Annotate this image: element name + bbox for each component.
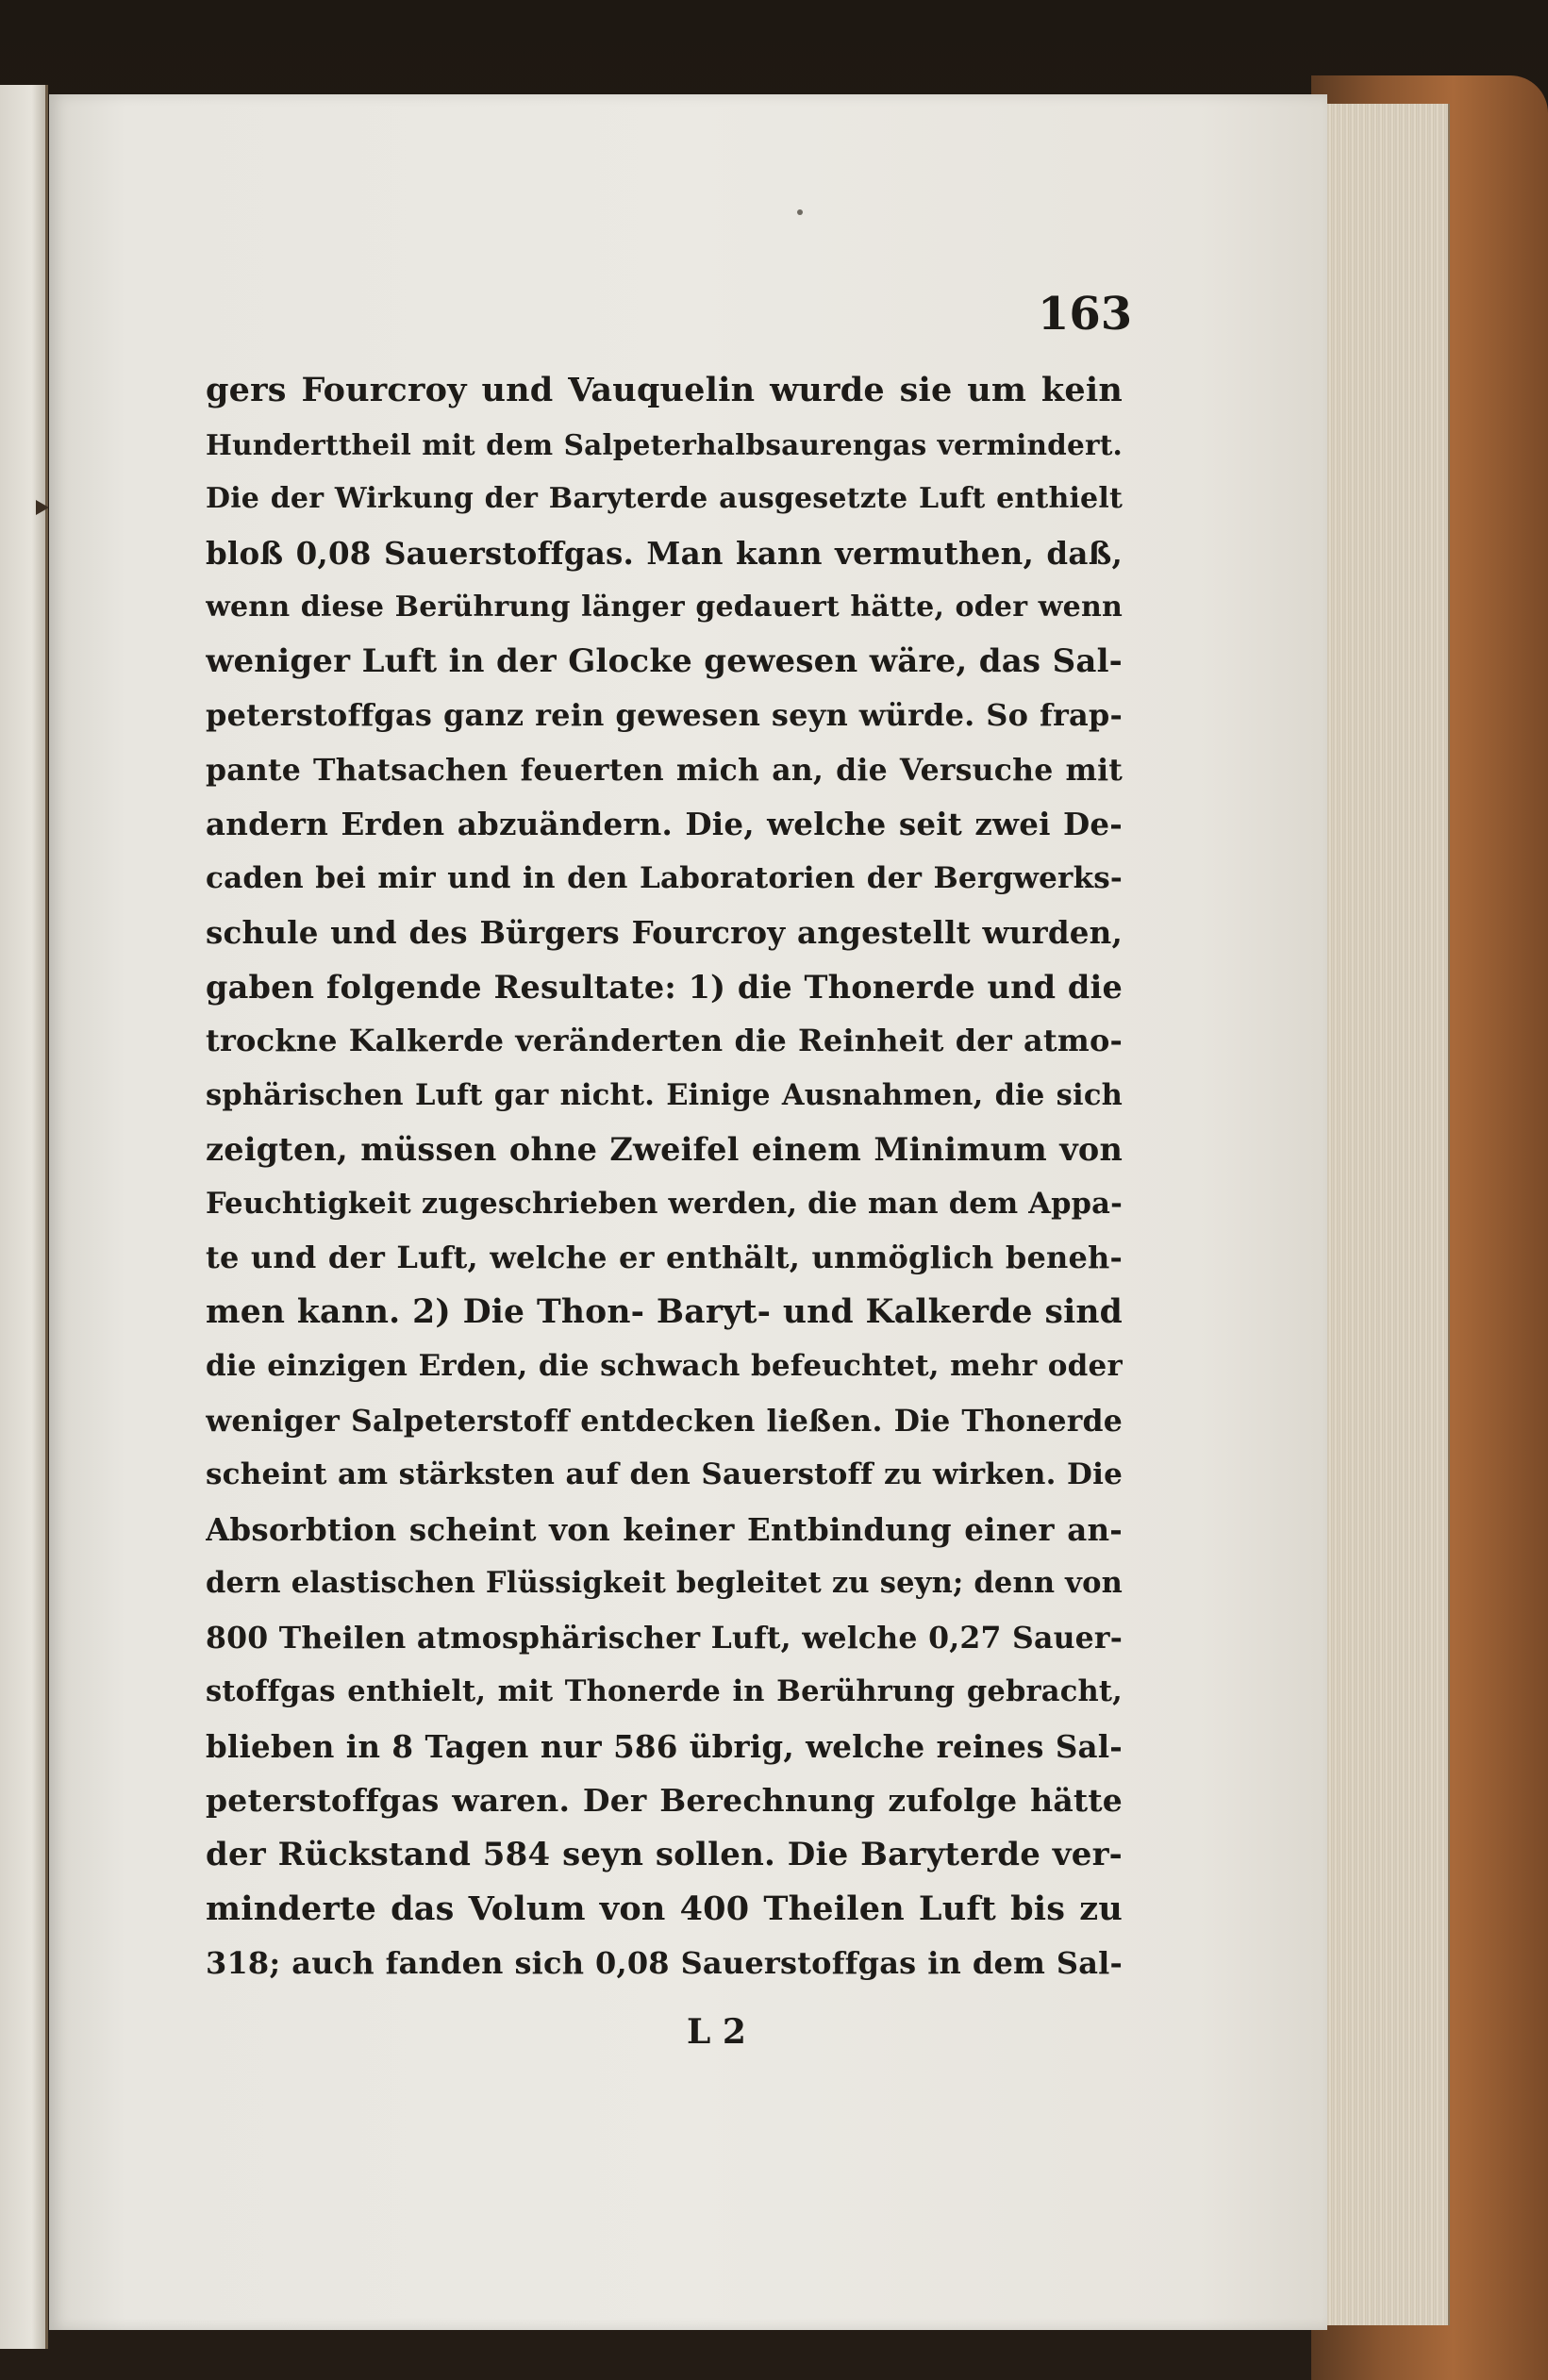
text-line: 800 Theilen atmosphärischer Luft, welche 0,27 Sauer- <box>206 1620 1123 1656</box>
margin-mark <box>36 500 49 515</box>
signature-mark: L 2 <box>687 2012 746 2052</box>
text-line: Feuchtigkeit zugeschrieben werden, die man dem Appa- <box>206 1186 1123 1221</box>
paper-speck <box>797 209 803 215</box>
text-line: blieben in 8 Tagen nur 586 übrig, welche reines Sal- <box>206 1727 1123 1765</box>
text-line: scheint am stärksten auf den Sauerstoff zu wirken. Die <box>206 1457 1123 1491</box>
text-line: Absorbtion scheint von keiner Entbindung einer an- <box>206 1510 1123 1548</box>
text-line: pante Thatsachen feuerten mich an, die Versuche mit <box>206 752 1123 788</box>
text-line: wenn diese Berührung länger gedauert hätte, oder wenn <box>206 591 1123 624</box>
text-line: peterstoffgas waren. Der Berechnung zufolge hätte <box>206 1782 1123 1819</box>
text-line: Hunderttheil mit dem Salpeterhalbsaurengas vermindert. <box>206 427 1123 461</box>
text-line: dern elastischen Flüssigkeit begleitet zu seyn; denn von <box>206 1566 1123 1600</box>
text-line: weniger Salpeterstoff entdecken ließen. Die Thonerde <box>206 1403 1123 1439</box>
text-line: men kann. 2) Die Thon- Baryt- und Kalkerde sind <box>206 1292 1123 1331</box>
text-line: schule und des Bürgers Fourcroy angestellt wurden, <box>206 914 1123 951</box>
text-line: sphärischen Luft gar nicht. Einige Ausnahmen, die sich <box>206 1077 1123 1112</box>
text-line: minderte das Volum von 400 Theilen Luft bis zu <box>206 1889 1123 1928</box>
text-line: zeigten, müssen ohne Zweifel einem Minimum von <box>206 1131 1123 1168</box>
text-line: gers Fourcroy und Vauquelin wurde sie um kein <box>206 371 1123 409</box>
text-line: peterstoffgas ganz rein gewesen seyn würde. So frap- <box>206 697 1123 733</box>
left-page-edge <box>0 85 48 2349</box>
text-line: andern Erden abzuändern. Die, welche seit zwei De- <box>206 806 1123 842</box>
text-line: gaben folgende Resultate: 1) die Thonerde und die <box>206 968 1123 1006</box>
text-line: 318; auch fanden sich 0,08 Sauerstoffgas in dem Sal- <box>206 1944 1123 1981</box>
text-line: der Rückstand 584 seyn sollen. Die Baryterde ver- <box>206 1835 1123 1873</box>
text-line: weniger Luft in der Glocke gewesen wäre, das Sal- <box>206 641 1123 680</box>
text-line: bloß 0,08 Sauerstoffgas. Man kann vermuthen, daß, <box>206 534 1123 572</box>
body-text <box>206 363 1123 1990</box>
text-line: caden bei mir und in den Laboratorien der Bergwerks- <box>206 860 1123 895</box>
page-number: 163 <box>1038 288 1133 341</box>
page-edges <box>1321 104 1450 2325</box>
text-line: Die der Wirkung der Baryterde ausgesetzte Luft enthielt <box>206 482 1123 515</box>
text-line: die einzigen Erden, die schwach befeuchtet, mehr oder <box>206 1349 1123 1383</box>
text-line: stoffgas enthielt, mit Thonerde in Berührung gebracht, <box>206 1674 1123 1708</box>
text-line: te und der Luft, welche er enthält, unmöglich beneh- <box>206 1240 1123 1275</box>
text-line: trockne Kalkerde veränderten die Reinheit der atmo- <box>206 1023 1123 1058</box>
